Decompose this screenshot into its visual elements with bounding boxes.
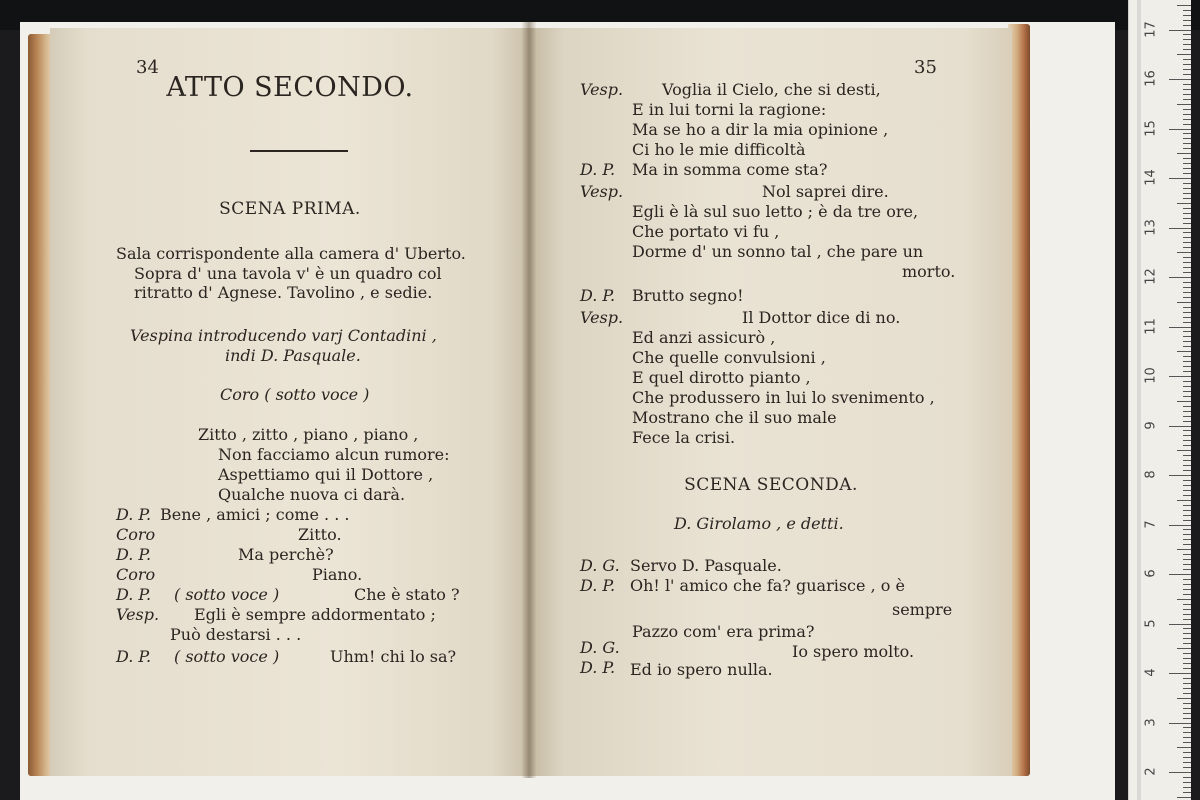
ruler-tick bbox=[1183, 84, 1191, 85]
ruler-label: 15 bbox=[1143, 119, 1159, 137]
ruler-tick bbox=[1183, 430, 1191, 431]
speaker-label: Coro bbox=[116, 525, 156, 544]
ruler-tick bbox=[1183, 534, 1191, 535]
ruler-tick bbox=[1183, 782, 1191, 783]
ruler-tick bbox=[1183, 163, 1191, 164]
dialogue-line: Ma se ho a dir la mia opinione , bbox=[632, 120, 889, 139]
chorus-verse: Aspettiamo qui il Dottore , bbox=[218, 465, 434, 484]
dialogue-line: Che produssero in lui lo svenimento , bbox=[632, 388, 935, 407]
ruler-tick bbox=[1183, 777, 1191, 778]
ruler-tick bbox=[1183, 683, 1191, 684]
ruler-tick bbox=[1183, 218, 1191, 219]
ruler-tick bbox=[1183, 198, 1191, 199]
speaker-label: Vesp. bbox=[580, 182, 624, 201]
ruler-tick bbox=[1183, 757, 1191, 758]
ruler-tick bbox=[1183, 213, 1191, 214]
ruler-tick bbox=[1183, 386, 1191, 387]
ruler-tick bbox=[1183, 455, 1191, 456]
speaker-label: Vesp. bbox=[116, 605, 160, 624]
ruler-tick bbox=[1183, 74, 1191, 75]
ruler-tick bbox=[1183, 282, 1191, 283]
ruler-tick bbox=[1183, 232, 1191, 233]
ruler-tick bbox=[1177, 549, 1191, 550]
ruler-tick bbox=[1183, 133, 1191, 134]
measuring-ruler bbox=[1128, 0, 1191, 800]
ruler-tick bbox=[1169, 79, 1191, 80]
speaker-label: Vesp. bbox=[580, 308, 624, 327]
ruler-tick bbox=[1183, 356, 1191, 357]
ruler-tick bbox=[1183, 485, 1191, 486]
ruler-label: 5 bbox=[1143, 618, 1159, 628]
ruler-tick bbox=[1183, 643, 1191, 644]
ruler-tick bbox=[1169, 228, 1191, 229]
speaker-label: D. P. bbox=[116, 505, 152, 524]
stage-direction-inline: ( sotto voce ) bbox=[174, 585, 280, 604]
ruler-tick bbox=[1169, 624, 1191, 625]
ruler-tick bbox=[1183, 237, 1191, 238]
ruler-tick bbox=[1183, 653, 1191, 654]
ruler-tick bbox=[1169, 723, 1191, 724]
ruler-tick bbox=[1183, 614, 1191, 615]
dialogue-line: sempre bbox=[892, 600, 953, 619]
ruler-tick bbox=[1183, 109, 1191, 110]
dialogue-line: Pazzo com' era prima? bbox=[632, 622, 815, 641]
ruler-tick bbox=[1183, 188, 1191, 189]
ruler-tick bbox=[1183, 465, 1191, 466]
ruler-tick bbox=[1169, 178, 1191, 179]
ruler-tick bbox=[1183, 708, 1191, 709]
ruler-label: 10 bbox=[1143, 367, 1159, 384]
ruler-tick bbox=[1169, 525, 1191, 526]
act-heading: ATTO SECONDO. bbox=[166, 72, 414, 103]
ruler-label: 9 bbox=[1143, 420, 1159, 430]
ruler-tick bbox=[1177, 450, 1191, 451]
ruler-tick bbox=[1183, 767, 1191, 768]
ruler-tick bbox=[1183, 727, 1191, 728]
ruler-tick bbox=[1183, 307, 1191, 308]
ruler-tick bbox=[1183, 490, 1191, 491]
page-number-left: 34 bbox=[136, 57, 159, 78]
ruler-tick bbox=[1183, 114, 1191, 115]
ruler-tick bbox=[1183, 34, 1191, 35]
ruler-tick bbox=[1183, 361, 1191, 362]
setting-line: Sopra d' una tavola v' è un quadro col bbox=[134, 263, 442, 283]
ruler-label: 8 bbox=[1143, 470, 1159, 479]
ruler-tick bbox=[1177, 797, 1191, 798]
ruler-tick bbox=[1177, 5, 1191, 6]
ruler-label: 17 bbox=[1143, 20, 1159, 38]
ruler-tick bbox=[1183, 94, 1191, 95]
scene-title-second: SCENA SECONDA. bbox=[684, 475, 858, 495]
ruler-tick bbox=[1183, 589, 1191, 590]
ruler-tick bbox=[1183, 411, 1191, 412]
ruler-tick bbox=[1177, 648, 1191, 649]
ruler-tick bbox=[1183, 312, 1191, 313]
dialogue-line: E in lui torni la ragione: bbox=[632, 100, 827, 119]
ruler-tick bbox=[1183, 341, 1191, 342]
ruler-tick bbox=[1183, 138, 1191, 139]
ruler-tick bbox=[1183, 569, 1191, 570]
dialogue-line: Piano. bbox=[312, 565, 363, 584]
stage-direction-inline: ( sotto voce ) bbox=[174, 647, 280, 666]
chorus-direction: Coro ( sotto voce ) bbox=[220, 385, 370, 404]
ruler-label: 16 bbox=[1143, 70, 1159, 87]
ruler-tick bbox=[1183, 119, 1191, 120]
ruler-tick bbox=[1183, 143, 1191, 144]
ruler-tick bbox=[1183, 619, 1191, 620]
ruler-tick bbox=[1183, 262, 1191, 263]
ruler-tick bbox=[1183, 59, 1191, 60]
ruler-tick bbox=[1177, 599, 1191, 600]
ruler-tick bbox=[1183, 752, 1191, 753]
right-page bbox=[530, 28, 1012, 776]
ruler-tick bbox=[1177, 500, 1191, 501]
ruler-tick bbox=[1183, 366, 1191, 367]
dialogue-line: Il Dottor dice di no. bbox=[742, 308, 901, 327]
dialogue-line: Zitto. bbox=[298, 525, 342, 544]
ruler-tick bbox=[1183, 663, 1191, 664]
ruler-tick bbox=[1183, 322, 1191, 323]
title-rule bbox=[250, 150, 348, 152]
ruler-tick bbox=[1183, 292, 1191, 293]
book-gutter bbox=[522, 22, 536, 778]
ruler-label: 4 bbox=[1143, 668, 1159, 677]
ruler-tick bbox=[1183, 713, 1191, 714]
ruler-label: 13 bbox=[1143, 218, 1159, 236]
ruler-tick bbox=[1183, 792, 1191, 793]
dialogue-line: Ma perchè? bbox=[238, 545, 334, 564]
dialogue-line: Uhm! chi lo sa? bbox=[330, 647, 457, 666]
ruler-tick bbox=[1183, 604, 1191, 605]
ruler-tick bbox=[1183, 49, 1191, 50]
dialogue-line: Dorme d' un sonno tal , che pare un bbox=[632, 242, 924, 261]
speaker-label: Vesp. bbox=[580, 80, 624, 99]
dialogue-line: Ed anzi assicurò , bbox=[632, 328, 776, 347]
ruler-tick bbox=[1177, 54, 1191, 55]
ruler-tick bbox=[1183, 564, 1191, 565]
ruler-tick bbox=[1183, 633, 1191, 634]
ruler-tick bbox=[1183, 20, 1191, 21]
ruler-tick bbox=[1177, 104, 1191, 105]
ruler-tick bbox=[1183, 25, 1191, 26]
ruler-tick bbox=[1183, 148, 1191, 149]
ruler-tick bbox=[1183, 539, 1191, 540]
ruler-tick bbox=[1183, 688, 1191, 689]
ruler-tick bbox=[1169, 772, 1191, 773]
ruler-tick bbox=[1169, 574, 1191, 575]
dialogue-line: Brutto segno! bbox=[632, 286, 744, 305]
ruler-tick bbox=[1169, 475, 1191, 476]
speaker-label: D. P. bbox=[580, 160, 616, 179]
ruler-tick bbox=[1183, 89, 1191, 90]
ruler-tick bbox=[1183, 787, 1191, 788]
ruler-tick bbox=[1183, 435, 1191, 436]
ruler-tick bbox=[1183, 445, 1191, 446]
ruler-tick bbox=[1183, 510, 1191, 511]
ruler-tick bbox=[1183, 742, 1191, 743]
ruler-tick bbox=[1183, 416, 1191, 417]
dialogue-line: Che portato vi fu , bbox=[632, 222, 780, 241]
ruler-tick bbox=[1183, 559, 1191, 560]
ruler-tick bbox=[1169, 129, 1191, 130]
ruler-label: 11 bbox=[1143, 317, 1159, 335]
chorus-verse: Zitto , zitto , piano , piano , bbox=[198, 425, 419, 444]
ruler-tick bbox=[1177, 747, 1191, 748]
dialogue-line: Io spero molto. bbox=[792, 642, 915, 661]
speaker-label: D. G. bbox=[580, 638, 620, 657]
ruler-tick bbox=[1183, 554, 1191, 555]
ruler-tick bbox=[1183, 693, 1191, 694]
ruler-tick bbox=[1183, 638, 1191, 639]
speaker-label: D. P. bbox=[580, 286, 616, 305]
ruler-tick bbox=[1183, 44, 1191, 45]
ruler-tick bbox=[1183, 396, 1191, 397]
ruler-tick bbox=[1183, 703, 1191, 704]
dialogue-line: Servo D. Pasquale. bbox=[630, 556, 782, 575]
ruler-tick bbox=[1183, 628, 1191, 629]
speaker-label: D. P. bbox=[580, 658, 616, 677]
ruler-tick bbox=[1169, 673, 1191, 674]
ruler-tick bbox=[1183, 515, 1191, 516]
ruler-tick bbox=[1183, 732, 1191, 733]
dialogue-line: E quel dirotto pianto , bbox=[632, 368, 811, 387]
ruler-tick bbox=[1169, 30, 1191, 31]
ruler-tick bbox=[1183, 470, 1191, 471]
setting-description bbox=[116, 244, 476, 303]
ruler-tick bbox=[1177, 351, 1191, 352]
ruler-tick bbox=[1183, 183, 1191, 184]
ruler-tick bbox=[1183, 331, 1191, 332]
ruler-tick bbox=[1183, 594, 1191, 595]
ruler-tick bbox=[1183, 421, 1191, 422]
speaker-label: D. G. bbox=[580, 556, 620, 575]
dialogue-line: Nol saprei dire. bbox=[762, 182, 889, 201]
left-page bbox=[50, 28, 530, 776]
ruler-tick bbox=[1183, 737, 1191, 738]
ruler-tick bbox=[1183, 124, 1191, 125]
ruler-tick bbox=[1183, 69, 1191, 70]
ruler-tick bbox=[1183, 208, 1191, 209]
ruler-tick bbox=[1183, 15, 1191, 16]
ruler-tick bbox=[1183, 64, 1191, 65]
ruler-tick bbox=[1183, 609, 1191, 610]
ruler-tick bbox=[1183, 406, 1191, 407]
ruler-tick bbox=[1169, 327, 1191, 328]
dialogue-line: Ci ho le mie difficoltà bbox=[632, 140, 806, 159]
ruler-tick bbox=[1183, 658, 1191, 659]
speaker-label: Coro bbox=[116, 565, 156, 584]
ruler-tick bbox=[1183, 39, 1191, 40]
ruler-band bbox=[1137, 0, 1141, 800]
ruler-tick bbox=[1169, 426, 1191, 427]
dialogue-line: Può destarsi . . . bbox=[170, 625, 302, 644]
ruler-tick bbox=[1183, 173, 1191, 174]
ruler-tick bbox=[1183, 247, 1191, 248]
ruler-tick bbox=[1183, 168, 1191, 169]
dialogue-line: Ed io spero nulla. bbox=[630, 660, 773, 679]
speaker-label: D. P. bbox=[116, 585, 152, 604]
ruler-tick bbox=[1169, 277, 1191, 278]
dialogue-line: morto. bbox=[902, 262, 956, 281]
ruler-tick bbox=[1183, 381, 1191, 382]
ruler-tick bbox=[1183, 505, 1191, 506]
ruler-tick bbox=[1177, 401, 1191, 402]
stage-direction: Vespina introducendo varj Contadini , bbox=[130, 326, 437, 345]
ruler-tick bbox=[1183, 272, 1191, 273]
ruler-label: 2 bbox=[1143, 767, 1159, 776]
dialogue-line: Ma in somma come sta? bbox=[632, 160, 828, 179]
dialogue-line: Che è stato ? bbox=[354, 585, 460, 604]
ruler-label: 3 bbox=[1143, 717, 1159, 727]
ruler-tick bbox=[1183, 440, 1191, 441]
ruler-tick bbox=[1183, 193, 1191, 194]
ruler-tick bbox=[1183, 762, 1191, 763]
dialogue-line: Mostrano che il suo male bbox=[632, 408, 837, 427]
ruler-tick bbox=[1183, 668, 1191, 669]
dialogue-line: Egli è sempre addormentato ; bbox=[194, 605, 436, 624]
ruler-tick bbox=[1183, 544, 1191, 545]
ruler-tick bbox=[1183, 460, 1191, 461]
ruler-tick bbox=[1183, 529, 1191, 530]
ruler-tick bbox=[1183, 317, 1191, 318]
stage-direction: D. Girolamo , e detti. bbox=[674, 514, 844, 533]
ruler-tick bbox=[1177, 252, 1191, 253]
ruler-tick bbox=[1183, 99, 1191, 100]
speaker-label: D. P. bbox=[116, 647, 152, 666]
ruler-label: 14 bbox=[1143, 169, 1159, 186]
ruler-tick bbox=[1177, 698, 1191, 699]
ruler-label: 12 bbox=[1143, 268, 1159, 285]
dialogue-line: Che quelle convulsioni , bbox=[632, 348, 826, 367]
ruler-tick bbox=[1177, 203, 1191, 204]
ruler-label: 7 bbox=[1143, 519, 1159, 529]
ruler-label: 6 bbox=[1143, 569, 1159, 578]
ruler-tick bbox=[1183, 520, 1191, 521]
ruler-tick bbox=[1183, 158, 1191, 159]
ruler-tick bbox=[1183, 480, 1191, 481]
ruler-tick bbox=[1183, 346, 1191, 347]
ruler-tick bbox=[1183, 242, 1191, 243]
speaker-label: D. P. bbox=[580, 576, 616, 595]
ruler-tick bbox=[1183, 223, 1191, 224]
ruler-tick bbox=[1183, 287, 1191, 288]
speaker-label: D. P. bbox=[116, 545, 152, 564]
setting-line: Sala corrispondente alla camera d' Uberto. bbox=[116, 244, 466, 263]
ruler-tick bbox=[1183, 257, 1191, 258]
ruler-tick bbox=[1183, 371, 1191, 372]
setting-line: ritratto d' Agnese. Tavolino , e sedie. bbox=[134, 283, 433, 302]
ruler-tick bbox=[1183, 267, 1191, 268]
ruler-tick bbox=[1183, 579, 1191, 580]
ruler-tick bbox=[1183, 718, 1191, 719]
ruler-tick bbox=[1183, 10, 1191, 11]
dialogue-line: Fece la crisi. bbox=[632, 428, 736, 447]
dialogue-line: Oh! l' amico che fa? guarisce , o è bbox=[630, 576, 905, 595]
ruler-tick bbox=[1169, 376, 1191, 377]
stage-direction: indi D. Pasquale. bbox=[225, 346, 361, 365]
chorus-verse: Qualche nuova ci darà. bbox=[218, 485, 406, 504]
ruler-tick bbox=[1183, 678, 1191, 679]
dialogue-line: Bene , amici ; come . . . bbox=[160, 505, 350, 524]
ruler-tick bbox=[1183, 336, 1191, 337]
dialogue-line: Egli è là sul suo letto ; è da tre ore, bbox=[632, 202, 919, 221]
page-number-right: 35 bbox=[914, 57, 937, 78]
ruler-tick bbox=[1183, 495, 1191, 496]
ruler-tick bbox=[1177, 302, 1191, 303]
ruler-tick bbox=[1183, 391, 1191, 392]
ruler-tick bbox=[1183, 584, 1191, 585]
ruler-tick bbox=[1183, 297, 1191, 298]
ruler-tick bbox=[1177, 153, 1191, 154]
dialogue-line: Voglia il Cielo, che si desti, bbox=[662, 80, 881, 99]
chorus-verse: Non facciamo alcun rumore: bbox=[218, 445, 450, 464]
scene-title-first: SCENA PRIMA. bbox=[219, 199, 361, 219]
